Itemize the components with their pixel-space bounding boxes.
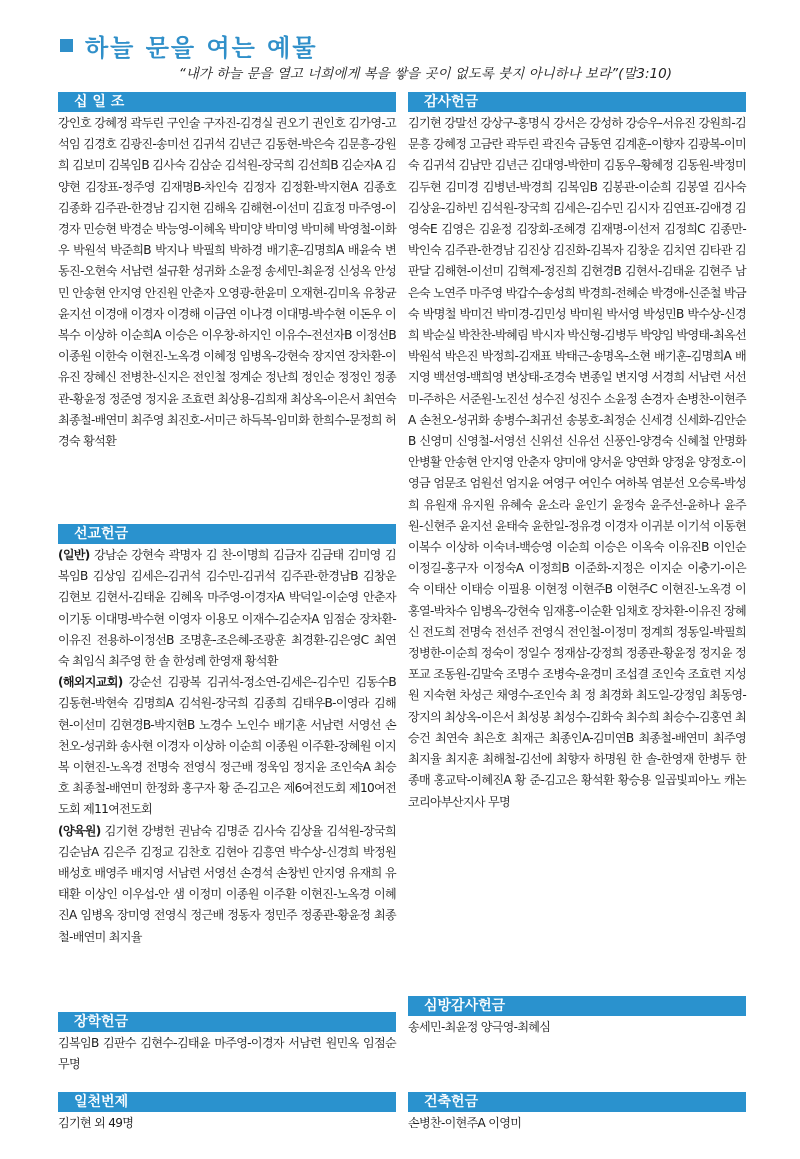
mission-section	[58, 524, 396, 948]
building-heading: 건축헌금	[408, 1092, 746, 1112]
scholarship-section	[58, 1012, 396, 1075]
scholarship-names: 김복임B 김판수 김현수-김태윤 마주영-이경자 서남련 원민옥 임점순 무명	[58, 1036, 396, 1072]
mission-group-orphanage-names: 김기현 강병헌 권남숙 김명준 김사숙 김상율 김석원-장국희 김순남A 김은주 김정교 김찬호 김현아 김흥연 박수상-신경희 박정원 배성호 배영주 배지영 서남련 서영선 손경석 손창빈 안지영 유재희 유태환 이상인 이우섭-안 샘 이정미 이종원 이주환 이현진-노옥경 이혜진A 임병옥 장미영 전영식 정근배 정동자 정민주 정종관-황윤정 최종철-배연미 최지율	[58, 823, 396, 944]
mission-names	[58, 545, 396, 948]
mission-group-overseas-names: 강순선 김광복 김귀석-정소연-김세은-김수민 김동수B 김동현-박현숙 김명희A 김석원-장국희 김종희 김태우B-이영라 김해현-이선미 김현경B-박지현B 노경수 노인수 배기훈 서남련 서영선 손천오-성귀화 송사현 이경자 이상하 이순희 이종원 이주환-장혜원 이지복 이현진-노옥경 전명숙 전영식 정근배 정욱임 정지윤 조인숙A 최승호 최종철-배연미 한정화 홍구자 황 준-김고은 제6여전도회 제10여전도회 제11여전도회	[58, 675, 396, 817]
visit-thanks-heading: 심방감사헌금	[408, 996, 746, 1016]
thanks-heading: 감사헌금	[408, 92, 746, 112]
page-header	[60, 30, 760, 60]
building-names: 손병찬-이현주A 이영미	[408, 1116, 522, 1130]
tithe-heading: 십 일 조	[58, 92, 396, 112]
thousand-offering-section	[58, 1092, 396, 1134]
page-title: 하늘 문을 여는 예물	[85, 33, 318, 62]
mission-group-general-names: 강남순 강현숙 곽명자 김 찬-이명희 김금자 김금태 김미영 김복임B 김상임 김세은-김귀석 김수민-김귀석 김주관-한경남B 김창운 김현보 김현서-김태윤 김혜옥 마주영-이경자A 박덕일-이순영 안춘자 이기동 이대명-박수현 이영자 이용모 이재수-김순자A 임점순 장차환-이유진 전용하-이정선B 조명훈-조은혜-조광훈 최경환-김은영C 최연숙 최임식 최주영 한 솔 한성례 한영재 황석환	[58, 548, 396, 669]
tithe-section	[58, 92, 396, 452]
thanks-section	[408, 92, 746, 813]
tithe-names: 강인호 강혜정 곽두린 구인술 구자진-김경실 권오기 권인호 김가영-고석임 김경호 김광진-송미선 김귀석 김년근 김동현-박은숙 김문흥-강원희 김보미 김복임B 김사숙 김삼순 김석원-장국희 김선희B 김순자A 김양현 김장표-정주영 김재명B-차인숙 김정자 김정환-박지현A 김종호 김종화 김주관-한경남 김지현 김해옥 김해현-이선미 김효정 마주영-이경자 민승현 박경순 박능영-이혜옥 박미양 박미영 박미혜 박영철-이화우 박원석 박준희B 박지나 박필희 박하경 배기훈-김명희A 배윤숙 변동진-오현숙 서남련 설규환 성귀화 소윤정 송세민-최윤정 신성옥 안성민 안송현 안지영 안진원 안춘자 오영광-한윤미 오재현-김미옥 유창균 윤지선 이경애 이경자 이경해 이금연 이나경 이대명-박수현 이돈우 이복수 이상하 이순희A 이승은 이우창-하지인 이유수-전선자B 이정선B 이종원 이한숙 이현진-노옥경 이혜정 임병옥-강현숙 장지연 장차환-이유진 장혜신 전병찬-신지은 전인철 정계순 정난희 정인순 정정인 정종관-황윤정 정준영 정지윤 조효련 최상용-김희재 최상옥-이은서 최연숙 최종철-배연미 최주영 최진호-서미근 하득복-임미화 한희수-문정희 허경숙 황석환	[58, 116, 396, 449]
page-title-row	[60, 30, 760, 60]
mission-heading: 선교헌금	[58, 524, 396, 544]
square-bullet-icon	[60, 39, 73, 52]
visit-thanks-section	[408, 996, 746, 1038]
thousand-offering-names: 김기현 외 49명	[58, 1116, 134, 1130]
building-section	[408, 1092, 746, 1134]
mission-group-orphanage-tag: (양육원)	[58, 823, 101, 838]
thousand-offering-heading: 일천번제	[58, 1092, 396, 1112]
scholarship-heading: 장학헌금	[58, 1012, 396, 1032]
mission-group-overseas-tag: (해외지교회)	[58, 675, 123, 690]
thanks-names: 김기현 강말선 강상구-홍명식 강서은 강성하 강승우-서유진 강원희-김문흥 강혜정 고금란 곽두린 곽진숙 금동연 김계훈-이향자 김광복-이미숙 김귀석 김남만 김년근 김대영-박한미 김동우-황혜정 김동원-박정미 김두현 김미경 김병년-박경희 김복임B 김봉관-이순희 김봉열 김사숙 김상윤-김하빈 김석원-장국희 김세은-김수민 김시자 김연표-김애경 김영숙E 김영은 김윤정 김장회-조혜경 김재명-이선저 김정희C 김종만-박인숙 김주관-한경남 김진상 김진화-김복자 김창운 김치연 김타관 김판달 김해현-이선미 김혁제-정진희 김현경B 김현서-김태윤 김현주 남은숙 노연주 마주영 박갑수-송성희 박경희-전혜순 박경애-신준철 박금숙 박명철 박미건 박미경-김민성 박미원 박서영 박성민B 박수상-신경희 박순실 박찬찬-박혜림 박시자 박신형-김병두 박양임 박영태-최옥선 박원석 박은진 박정희-김재표 박태근-송명옥-소현 배기훈-김명희A 배지영 백선영-백희영 변상태-조경숙 변종일 변지영 서경희 서남련 서선미-주하은 서준원-노진선 성수진 성진수 소윤정 손경자 손병찬-이현주A 손천오-성귀화 송병수-최귀선 송봉호-최정순 신세경 신세화-김안순B 신영미 신영철-서영선 신위선 신유선 신풍인-양경숙 신혜철 안명화 안병활 안송현 안지영 안춘자 양미애 양서윤 양연화 양정윤 양정호-이영금 엄문조 엄원선 엄지윤 여영구 여인수 여하복 염분선 오승록-박성희 유원재 유지원 유혜숙 윤소라 윤인기 윤정숙 윤주선-윤하나 윤주원-신현주 윤지선 윤태숙 윤한일-정유경 이경자 이귀분 이기석 이동현 이복수 이상하 이숙녀-백승영 이순희 이승은 이옥숙 이유진B 이인순 이정길-홍구자 이정숙A 이정희B 이준화-지정은 이지순 이충기-이은숙 이태산 이태승 이필용 이현정 이현주B 이현주C 이현진-노옥경 이홍열-박차수 임병옥-강현숙 임재홍-이순환 임채호 장차환-이유진 장혜신 전도희 전명숙 전선주 전영식 전인철-이정미 정계희 정동일-박필희 정병한-이순희 정숙이 정일수 정재삼-강정희 정종관-황윤정 정지윤 정포교 조동원-김말숙 조명수 조병숙-윤경미 조섭결 조인숙 조효련 지성원 지숙현 차성근 채영수-조인숙 최 정 최경화 최도일-강정임 최동영-장지의 최상옥-이은서 최성봉 최성수-김화숙 최수희 최승수-김홍연 최승건 최연숙 최은호 최재근 최종인A-김미연B 최종철-배연미 최주영 최지율 최지훈 최해철-김선에 최향자 하명원 한 솔-한영재 한병두 한종매 홍교탁-이혜진A 황 준-김고은 황석환 황승용 일곱빛피아노 캐논코리아부산지사 무명	[408, 116, 746, 809]
visit-thanks-names: 송세민-최윤정 양극영-최혜심	[408, 1020, 551, 1034]
mission-group-general-tag: (일반)	[58, 548, 90, 562]
scripture-verse: “내가 하늘 문을 열고 너희에게 복을 쌓을 곳이 없도록 붓지 아니하나 보라”(말3:10)	[178, 66, 672, 82]
